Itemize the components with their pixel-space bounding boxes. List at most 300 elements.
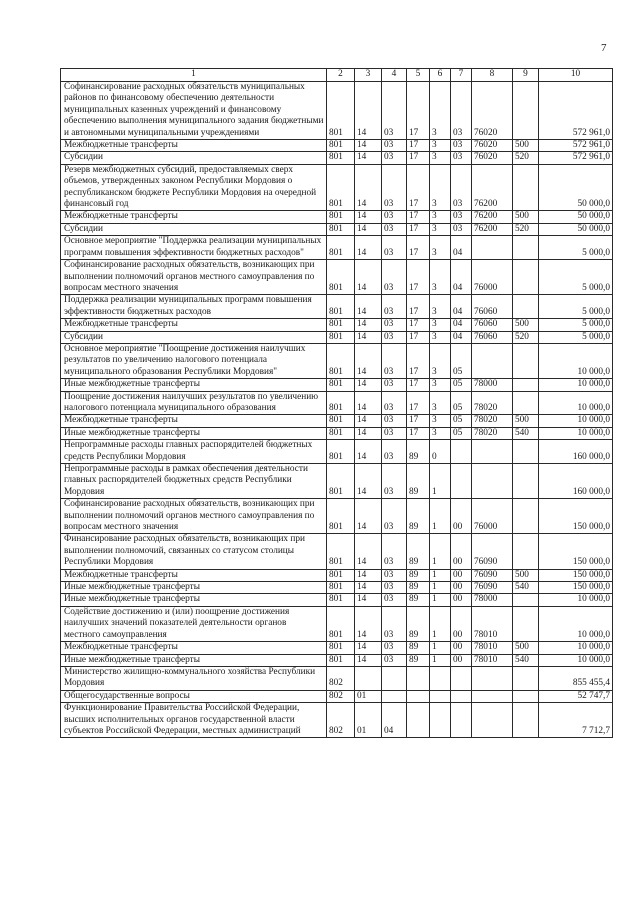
ministry-code-cell: 801 xyxy=(327,152,355,164)
table-row xyxy=(61,642,613,654)
event-cell: 03 xyxy=(451,211,472,223)
ministry-code-cell: 801 xyxy=(327,594,355,606)
subsection-cell: 03 xyxy=(382,427,407,439)
ministry-code-cell: 801 xyxy=(327,391,355,415)
section-cell: 14 xyxy=(355,499,382,534)
expense-type-cell xyxy=(513,606,539,641)
name-cell: Межбюджетные трансферты xyxy=(61,642,327,654)
name-cell: Иные межбюджетные трансферты xyxy=(61,594,327,606)
subsection-cell: 03 xyxy=(382,642,407,654)
table-row xyxy=(61,690,613,702)
subprogram-cell: 3 xyxy=(430,319,451,331)
subprogram-cell: 3 xyxy=(430,391,451,415)
amount-cell: 572 961,0 xyxy=(539,140,613,152)
event-cell xyxy=(451,440,472,464)
section-cell xyxy=(355,666,382,690)
program-cell: 89 xyxy=(407,606,430,641)
ministry-code-cell: 801 xyxy=(327,654,355,666)
subprogram-cell: 3 xyxy=(430,295,451,319)
program-cell: 17 xyxy=(407,260,430,295)
ministry-code-cell: 801 xyxy=(327,464,355,499)
amount-cell: 5 000,0 xyxy=(539,295,613,319)
subsection-cell: 03 xyxy=(382,164,407,211)
name-cell: Иные межбюджетные трансферты xyxy=(61,379,327,391)
section-cell: 14 xyxy=(355,379,382,391)
name-cell: Содействие достижению и (или) поощрение достижения наилучших значений показателей деятельности органов местного самоуправления xyxy=(61,606,327,641)
name-cell: Софинансирование расходных обязательств, возникающих при выполнении полномочий органов местного самоуправления по вопросам местного значения xyxy=(61,499,327,534)
subsection-cell: 03 xyxy=(382,152,407,164)
header-cell: 7 xyxy=(451,69,472,82)
event-cell: 04 xyxy=(451,295,472,319)
subsection-cell: 03 xyxy=(382,582,407,594)
subprogram-cell: 1 xyxy=(430,654,451,666)
section-cell: 14 xyxy=(355,331,382,343)
expense-type-cell: 520 xyxy=(513,223,539,235)
name-cell: Иные межбюджетные трансферты xyxy=(61,654,327,666)
amount-cell: 10 000,0 xyxy=(539,343,613,378)
amount-cell: 10 000,0 xyxy=(539,415,613,427)
subprogram-cell xyxy=(430,690,451,702)
event-cell: 00 xyxy=(451,534,472,569)
section-cell: 14 xyxy=(355,391,382,415)
expense-type-cell xyxy=(513,703,539,738)
ministry-code-cell: 802 xyxy=(327,690,355,702)
name-cell: Непрограммные расходы в рамках обеспечения деятельности главных распорядителей бюджетных средств Республики Мордовия xyxy=(61,464,327,499)
budget-table-container xyxy=(60,68,613,738)
subprogram-cell: 3 xyxy=(430,260,451,295)
program-cell: 89 xyxy=(407,569,430,581)
subsection-cell: 03 xyxy=(382,82,407,140)
name-cell: Иные межбюджетные трансферты xyxy=(61,427,327,439)
subprogram-cell: 1 xyxy=(430,582,451,594)
program-cell: 17 xyxy=(407,343,430,378)
subprogram-cell: 1 xyxy=(430,606,451,641)
name-cell: Поощрение достижения наилучших результатов по увеличению налогового потенциала муниципального образования xyxy=(61,391,327,415)
table-row xyxy=(61,236,613,260)
subsection-cell: 03 xyxy=(382,295,407,319)
name-cell: Межбюджетные трансферты xyxy=(61,319,327,331)
expense-type-cell xyxy=(513,440,539,464)
ministry-code-cell: 801 xyxy=(327,534,355,569)
subprogram-cell: 3 xyxy=(430,427,451,439)
table-row xyxy=(61,391,613,415)
name-cell: Общегосударственные вопросы xyxy=(61,690,327,702)
expense-type-cell: 520 xyxy=(513,152,539,164)
subsection-cell: 03 xyxy=(382,569,407,581)
subsection-cell: 03 xyxy=(382,534,407,569)
amount-cell: 572 961,0 xyxy=(539,82,613,140)
subprogram-cell: 1 xyxy=(430,499,451,534)
amount-cell: 10 000,0 xyxy=(539,606,613,641)
amount-cell: 7 712,7 xyxy=(539,703,613,738)
name-cell: Межбюджетные трансферты xyxy=(61,569,327,581)
amount-cell: 5 000,0 xyxy=(539,236,613,260)
program-cell xyxy=(407,666,430,690)
event-cell: 03 xyxy=(451,140,472,152)
name-cell: Финансирование расходных обязательств, возникающих при выполнении полномочий, связанных со статусом столицы Республики Мордовия xyxy=(61,534,327,569)
program-cell: 17 xyxy=(407,415,430,427)
table-row xyxy=(61,223,613,235)
ministry-code-cell: 801 xyxy=(327,236,355,260)
ministry-code-cell: 801 xyxy=(327,140,355,152)
ministry-code-cell: 801 xyxy=(327,260,355,295)
table-row xyxy=(61,331,613,343)
subprogram-cell: 3 xyxy=(430,211,451,223)
section-cell: 14 xyxy=(355,534,382,569)
table-row xyxy=(61,343,613,378)
direction-cell: 76090 xyxy=(472,582,513,594)
program-cell: 89 xyxy=(407,440,430,464)
event-cell: 04 xyxy=(451,260,472,295)
direction-cell: 78010 xyxy=(472,642,513,654)
ministry-code-cell: 801 xyxy=(327,379,355,391)
expense-type-cell: 540 xyxy=(513,427,539,439)
expense-type-cell: 520 xyxy=(513,331,539,343)
ministry-code-cell: 801 xyxy=(327,343,355,378)
amount-cell: 150 000,0 xyxy=(539,569,613,581)
table-row xyxy=(61,164,613,211)
amount-cell: 10 000,0 xyxy=(539,594,613,606)
section-cell: 14 xyxy=(355,464,382,499)
direction-cell xyxy=(472,464,513,499)
section-cell: 14 xyxy=(355,440,382,464)
section-cell: 14 xyxy=(355,569,382,581)
header-cell: 5 xyxy=(407,69,430,82)
subsection-cell: 03 xyxy=(382,260,407,295)
ministry-code-cell: 801 xyxy=(327,82,355,140)
event-cell: 05 xyxy=(451,379,472,391)
name-cell: Иные межбюджетные трансферты xyxy=(61,582,327,594)
table-row xyxy=(61,499,613,534)
event-cell: 00 xyxy=(451,594,472,606)
direction-cell xyxy=(472,690,513,702)
direction-cell: 78020 xyxy=(472,415,513,427)
table-row xyxy=(61,666,613,690)
table-row xyxy=(61,379,613,391)
subprogram-cell: 3 xyxy=(430,164,451,211)
direction-cell: 78020 xyxy=(472,391,513,415)
table-row xyxy=(61,569,613,581)
program-cell: 17 xyxy=(407,223,430,235)
ministry-code-cell: 801 xyxy=(327,582,355,594)
table-row xyxy=(61,211,613,223)
program-cell: 89 xyxy=(407,594,430,606)
subsection-cell: 03 xyxy=(382,606,407,641)
event-cell: 04 xyxy=(451,319,472,331)
expense-type-cell xyxy=(513,379,539,391)
table-header-row xyxy=(61,69,613,82)
section-cell: 14 xyxy=(355,152,382,164)
subsection-cell: 03 xyxy=(382,223,407,235)
expense-type-cell xyxy=(513,499,539,534)
table-row xyxy=(61,582,613,594)
program-cell xyxy=(407,690,430,702)
subsection-cell: 03 xyxy=(382,391,407,415)
name-cell: Министерство жилищно-коммунального хозяйства Республики Мордовия xyxy=(61,666,327,690)
name-cell: Непрограммные расходы главных распорядителей бюджетных средств Республики Мордовия xyxy=(61,440,327,464)
section-cell: 01 xyxy=(355,690,382,702)
name-cell: Субсидии xyxy=(61,152,327,164)
header-cell: 4 xyxy=(382,69,407,82)
subsection-cell: 03 xyxy=(382,654,407,666)
name-cell: Субсидии xyxy=(61,223,327,235)
header-cell: 2 xyxy=(327,69,355,82)
amount-cell: 52 747,7 xyxy=(539,690,613,702)
ministry-code-cell: 801 xyxy=(327,211,355,223)
expense-type-cell xyxy=(513,343,539,378)
section-cell: 14 xyxy=(355,82,382,140)
program-cell: 17 xyxy=(407,391,430,415)
amount-cell: 150 000,0 xyxy=(539,582,613,594)
program-cell: 89 xyxy=(407,534,430,569)
direction-cell: 76060 xyxy=(472,331,513,343)
program-cell: 17 xyxy=(407,152,430,164)
program-cell xyxy=(407,703,430,738)
table-row xyxy=(61,594,613,606)
program-cell: 89 xyxy=(407,642,430,654)
direction-cell xyxy=(472,236,513,260)
event-cell: 05 xyxy=(451,391,472,415)
event-cell: 04 xyxy=(451,236,472,260)
subprogram-cell: 3 xyxy=(430,223,451,235)
direction-cell: 76090 xyxy=(472,569,513,581)
event-cell: 00 xyxy=(451,642,472,654)
header-cell: 10 xyxy=(539,69,613,82)
amount-cell: 10 000,0 xyxy=(539,642,613,654)
event-cell: 05 xyxy=(451,427,472,439)
section-cell: 14 xyxy=(355,642,382,654)
section-cell: 14 xyxy=(355,415,382,427)
subprogram-cell: 3 xyxy=(430,236,451,260)
amount-cell: 10 000,0 xyxy=(539,654,613,666)
subsection-cell: 03 xyxy=(382,331,407,343)
ministry-code-cell: 801 xyxy=(327,319,355,331)
subprogram-cell: 0 xyxy=(430,440,451,464)
ministry-code-cell: 801 xyxy=(327,427,355,439)
subsection-cell: 03 xyxy=(382,415,407,427)
section-cell: 14 xyxy=(355,164,382,211)
event-cell: 00 xyxy=(451,582,472,594)
section-cell: 14 xyxy=(355,343,382,378)
amount-cell: 5 000,0 xyxy=(539,260,613,295)
subprogram-cell xyxy=(430,666,451,690)
event-cell: 00 xyxy=(451,654,472,666)
ministry-code-cell: 801 xyxy=(327,415,355,427)
subsection-cell: 03 xyxy=(382,343,407,378)
direction-cell: 78000 xyxy=(472,379,513,391)
subsection-cell: 03 xyxy=(382,499,407,534)
direction-cell xyxy=(472,703,513,738)
direction-cell xyxy=(472,343,513,378)
subprogram-cell: 3 xyxy=(430,343,451,378)
subprogram-cell: 3 xyxy=(430,331,451,343)
table-row xyxy=(61,319,613,331)
direction-cell: 76200 xyxy=(472,164,513,211)
name-cell: Межбюджетные трансферты xyxy=(61,211,327,223)
direction-cell xyxy=(472,440,513,464)
name-cell: Субсидии xyxy=(61,331,327,343)
expense-type-cell xyxy=(513,260,539,295)
subprogram-cell: 3 xyxy=(430,140,451,152)
direction-cell: 76020 xyxy=(472,152,513,164)
page-number: 7 xyxy=(601,42,607,54)
amount-cell: 160 000,0 xyxy=(539,440,613,464)
expense-type-cell: 500 xyxy=(513,140,539,152)
ministry-code-cell: 801 xyxy=(327,569,355,581)
table-row xyxy=(61,260,613,295)
amount-cell: 50 000,0 xyxy=(539,223,613,235)
budget-table-body xyxy=(61,69,613,738)
event-cell xyxy=(451,464,472,499)
amount-cell: 160 000,0 xyxy=(539,464,613,499)
name-cell: Софинансирование расходных обязательств муниципальных районов по финансовому обеспечению деятельности муниципальных казенных учреждений и финансовому обеспечению выполнения муниципального задания бюджетными и автономными муниципальными учреждениями xyxy=(61,82,327,140)
direction-cell: 76020 xyxy=(472,140,513,152)
direction-cell: 78010 xyxy=(472,606,513,641)
name-cell: Межбюджетные трансферты xyxy=(61,140,327,152)
table-row xyxy=(61,82,613,140)
program-cell: 89 xyxy=(407,499,430,534)
direction-cell: 76090 xyxy=(472,534,513,569)
direction-cell: 76200 xyxy=(472,211,513,223)
amount-cell: 10 000,0 xyxy=(539,427,613,439)
amount-cell: 150 000,0 xyxy=(539,499,613,534)
name-cell: Межбюджетные трансферты xyxy=(61,415,327,427)
section-cell: 14 xyxy=(355,223,382,235)
subprogram-cell: 1 xyxy=(430,569,451,581)
header-cell: 3 xyxy=(355,69,382,82)
event-cell: 03 xyxy=(451,152,472,164)
amount-cell: 150 000,0 xyxy=(539,534,613,569)
expense-type-cell xyxy=(513,666,539,690)
event-cell xyxy=(451,666,472,690)
program-cell: 17 xyxy=(407,319,430,331)
ministry-code-cell: 801 xyxy=(327,164,355,211)
amount-cell: 10 000,0 xyxy=(539,391,613,415)
table-row xyxy=(61,534,613,569)
header-cell: 9 xyxy=(513,69,539,82)
table-row xyxy=(61,295,613,319)
name-cell: Резерв межбюджетных субсидий, предоставляемых сверх объемов, утвержденных законом Республики Мордовия о республиканском бюджете Республики Мордовия на очередной финансовый год xyxy=(61,164,327,211)
table-row xyxy=(61,140,613,152)
program-cell: 17 xyxy=(407,295,430,319)
table-row xyxy=(61,703,613,738)
expense-type-cell: 500 xyxy=(513,319,539,331)
subsection-cell: 03 xyxy=(382,440,407,464)
table-row xyxy=(61,427,613,439)
direction-cell: 76020 xyxy=(472,82,513,140)
subsection-cell: 03 xyxy=(382,319,407,331)
subprogram-cell: 3 xyxy=(430,82,451,140)
expense-type-cell xyxy=(513,534,539,569)
amount-cell: 5 000,0 xyxy=(539,319,613,331)
ministry-code-cell: 801 xyxy=(327,440,355,464)
event-cell: 04 xyxy=(451,331,472,343)
table-row xyxy=(61,654,613,666)
name-cell: Софинансирование расходных обязательств, возникающих при выполнении полномочий органов местного самоуправления по вопросам местного значения xyxy=(61,260,327,295)
event-cell: 00 xyxy=(451,606,472,641)
ministry-code-cell: 801 xyxy=(327,642,355,654)
program-cell: 89 xyxy=(407,582,430,594)
name-cell: Основное мероприятие "Поощрение достижения наилучших результатов по увеличению налогового потенциала муниципального образования Республики Мордовия" xyxy=(61,343,327,378)
section-cell: 14 xyxy=(355,319,382,331)
subsection-cell: 03 xyxy=(382,211,407,223)
expense-type-cell xyxy=(513,164,539,211)
header-cell: 6 xyxy=(430,69,451,82)
subsection-cell: 04 xyxy=(382,703,407,738)
section-cell: 14 xyxy=(355,427,382,439)
table-row xyxy=(61,415,613,427)
section-cell: 14 xyxy=(355,594,382,606)
table-row xyxy=(61,464,613,499)
expense-type-cell: 540 xyxy=(513,582,539,594)
program-cell: 89 xyxy=(407,654,430,666)
direction-cell: 76060 xyxy=(472,319,513,331)
section-cell: 14 xyxy=(355,236,382,260)
budget-table xyxy=(60,68,613,738)
program-cell: 17 xyxy=(407,331,430,343)
subsection-cell xyxy=(382,666,407,690)
expense-type-cell xyxy=(513,295,539,319)
subsection-cell: 03 xyxy=(382,379,407,391)
amount-cell: 855 455,4 xyxy=(539,666,613,690)
subprogram-cell: 1 xyxy=(430,464,451,499)
section-cell: 14 xyxy=(355,211,382,223)
event-cell: 00 xyxy=(451,569,472,581)
expense-type-cell xyxy=(513,391,539,415)
section-cell: 14 xyxy=(355,654,382,666)
direction-cell: 76200 xyxy=(472,223,513,235)
expense-type-cell: 500 xyxy=(513,415,539,427)
expense-type-cell xyxy=(513,82,539,140)
amount-cell: 10 000,0 xyxy=(539,379,613,391)
subsection-cell: 03 xyxy=(382,236,407,260)
expense-type-cell xyxy=(513,236,539,260)
section-cell: 14 xyxy=(355,582,382,594)
subprogram-cell: 3 xyxy=(430,379,451,391)
amount-cell: 50 000,0 xyxy=(539,164,613,211)
name-cell: Функционирование Правительства Российской Федерации, высших исполнительных органов государственной власти субъектов Российской Федерации, местных администраций xyxy=(61,703,327,738)
expense-type-cell: 540 xyxy=(513,654,539,666)
table-row xyxy=(61,440,613,464)
ministry-code-cell: 802 xyxy=(327,666,355,690)
subsection-cell: 03 xyxy=(382,464,407,499)
name-cell: Поддержка реализации муниципальных программ повышения эффективности бюджетных расходов xyxy=(61,295,327,319)
event-cell: 03 xyxy=(451,164,472,211)
amount-cell: 50 000,0 xyxy=(539,211,613,223)
subprogram-cell: 1 xyxy=(430,642,451,654)
amount-cell: 5 000,0 xyxy=(539,331,613,343)
header-cell: 8 xyxy=(472,69,513,82)
program-cell: 17 xyxy=(407,211,430,223)
program-cell: 89 xyxy=(407,464,430,499)
section-cell: 14 xyxy=(355,295,382,319)
ministry-code-cell: 801 xyxy=(327,295,355,319)
section-cell: 14 xyxy=(355,140,382,152)
ministry-code-cell: 801 xyxy=(327,331,355,343)
subprogram-cell xyxy=(430,703,451,738)
expense-type-cell: 500 xyxy=(513,642,539,654)
subprogram-cell: 3 xyxy=(430,152,451,164)
event-cell xyxy=(451,690,472,702)
program-cell: 17 xyxy=(407,236,430,260)
header-cell: 1 xyxy=(61,69,327,82)
direction-cell: 76000 xyxy=(472,260,513,295)
subprogram-cell: 3 xyxy=(430,415,451,427)
expense-type-cell xyxy=(513,594,539,606)
direction-cell: 78010 xyxy=(472,654,513,666)
program-cell: 17 xyxy=(407,140,430,152)
ministry-code-cell: 801 xyxy=(327,606,355,641)
